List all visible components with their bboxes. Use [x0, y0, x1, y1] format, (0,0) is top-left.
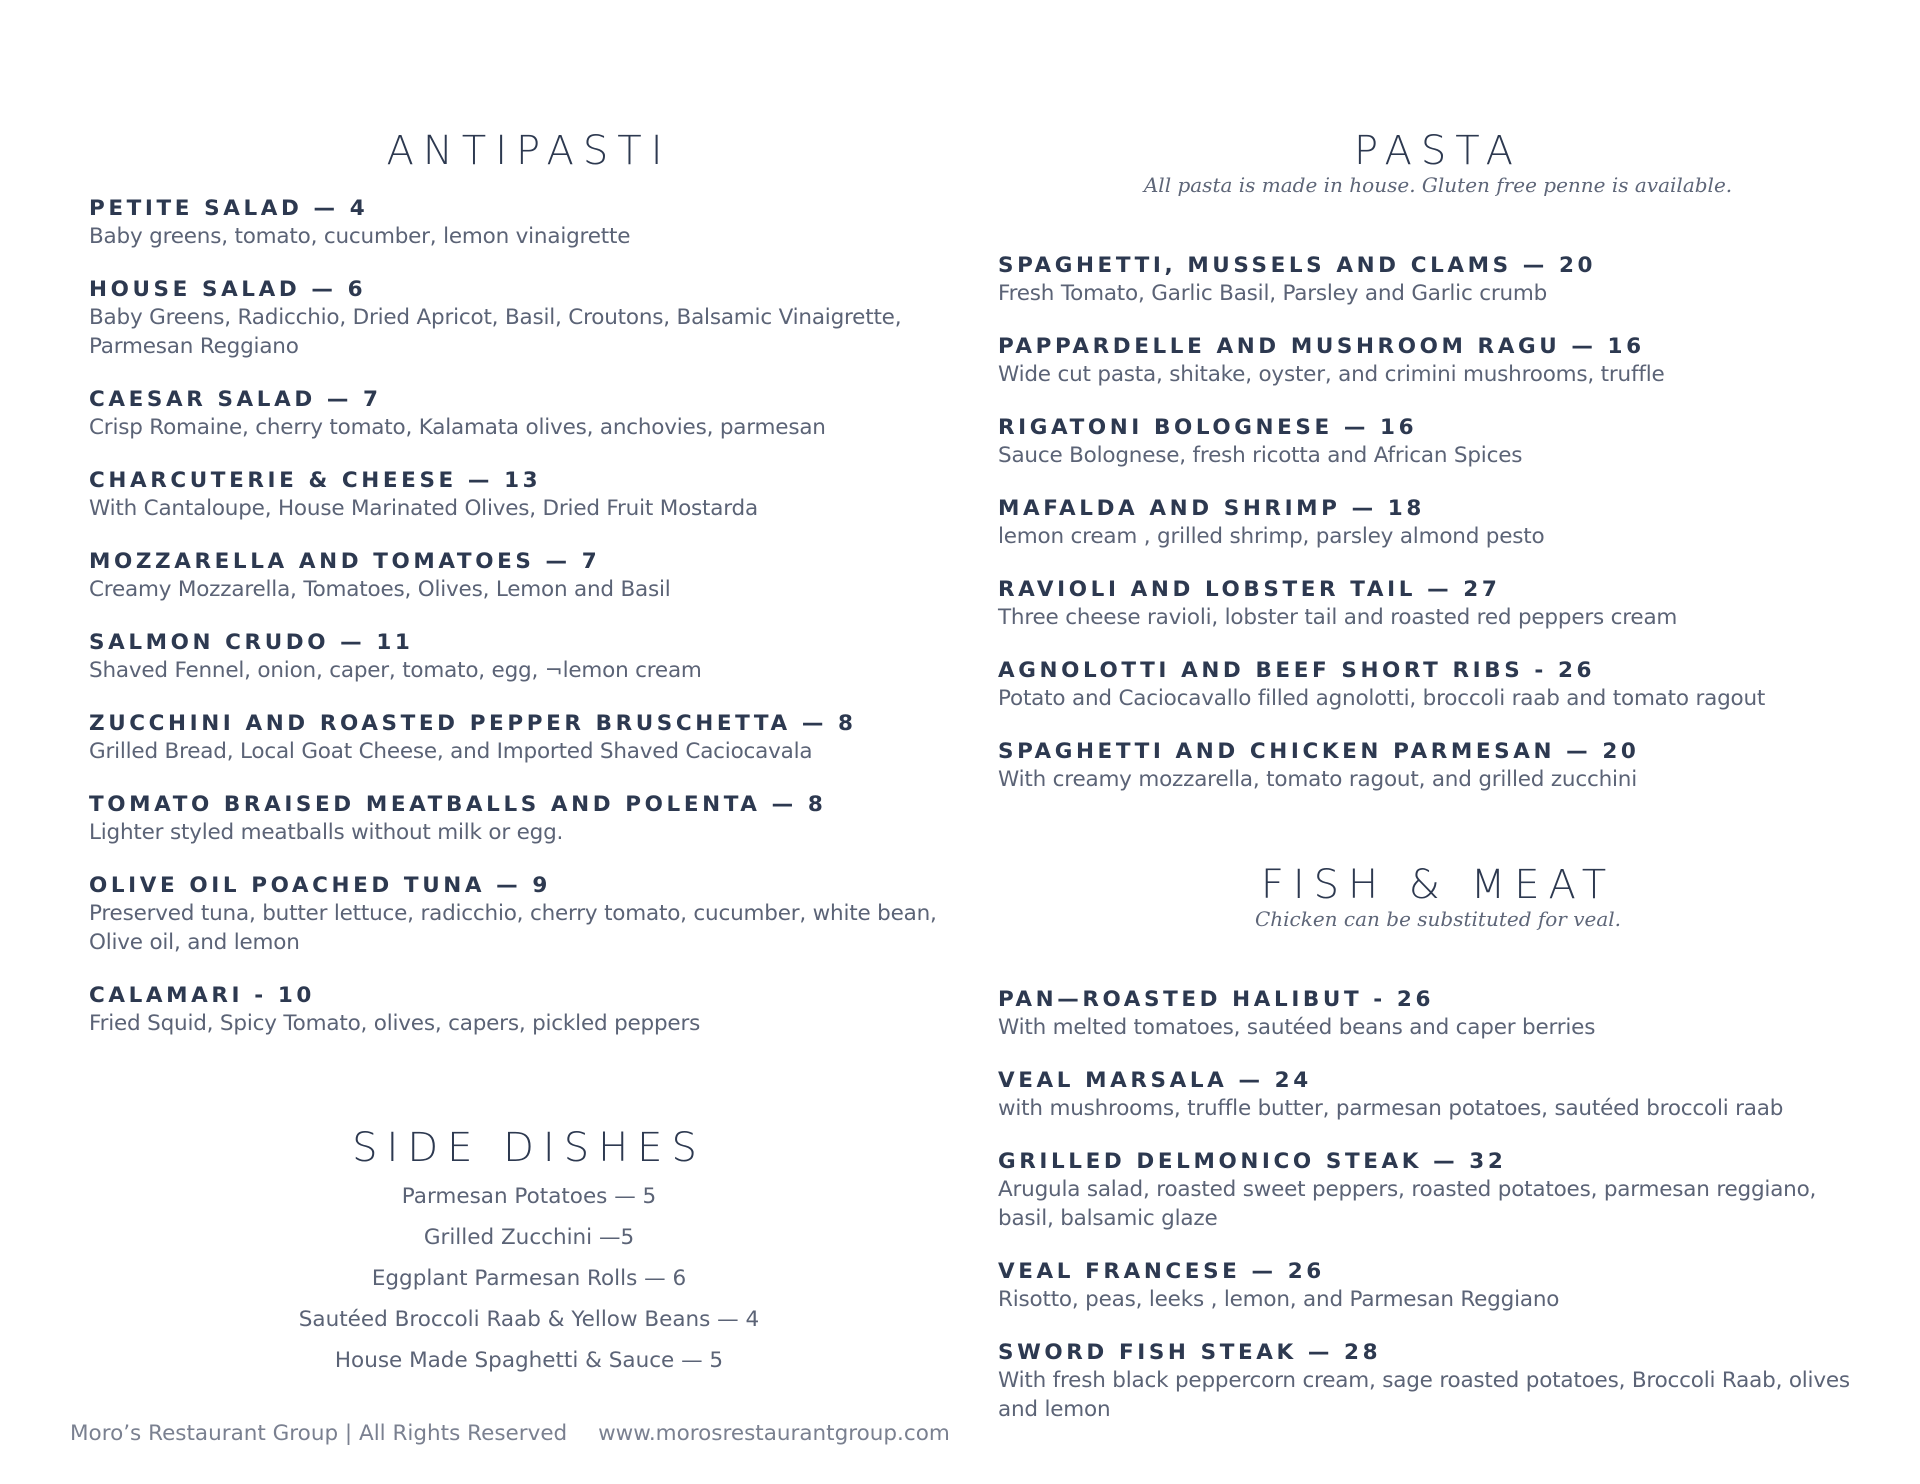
menu-item — [998, 577, 1878, 632]
side-item: Sautéed Broccoli Raab & Yellow Beans — 4 — [298, 1307, 760, 1332]
item-desc: With creamy mozzarella, tomato ragout, and grilled zucchini — [998, 767, 1637, 792]
item-desc: Fried Squid, Spicy Tomato, olives, capers, pickled peppers — [89, 1011, 701, 1036]
item-desc: With melted tomatoes, sautéed beans and caper berries — [998, 1015, 1596, 1040]
item-desc: Preserved tuna, butter lettuce, radicchio, cherry tomato, cucumber, white bean, Olive oil, and lemon — [89, 901, 937, 955]
item-name: GRILLED DELMONICO STEAK — 32 — [998, 1149, 1507, 1174]
menu-item — [998, 334, 1878, 389]
side-item: House Made Spaghetti & Sauce — 5 — [334, 1348, 724, 1373]
item-desc: Creamy Mozzarella, Tomatoes, Olives, Lemon and Basil — [89, 577, 671, 602]
item-desc: Wide cut pasta, shitake, oyster, and crimini mushrooms, truffle — [998, 362, 1665, 387]
item-name: MAFALDA AND SHRIMP — 18 — [998, 496, 1425, 521]
item-desc: Crisp Romaine, cherry tomato, Kalamata olives, anchovies, parmesan — [89, 415, 826, 440]
item-desc: lemon cream , grilled shrimp, parsley almond pesto — [998, 524, 1545, 549]
item-desc: Shaved Fennel, onion, caper, tomato, egg, ¬lemon cream — [89, 658, 702, 683]
fish-meat-note: Chicken can be substituted for veal. — [1254, 907, 1622, 931]
item-desc: With Cantaloupe, House Marinated Olives, Dried Fruit Mostarda — [89, 496, 758, 521]
menu-item — [89, 792, 969, 847]
item-name: AGNOLOTTI AND BEEF SHORT RIBS - 26 — [998, 658, 1596, 683]
item-name: MOZZARELLA AND TOMATOES — 7 — [89, 549, 601, 574]
menu-item — [89, 196, 969, 251]
item-name: PETITE SALAD — 4 — [89, 196, 369, 221]
menu-item — [89, 468, 969, 523]
menu-item — [998, 1340, 1878, 1424]
menu-item — [89, 873, 969, 957]
side-item: Eggplant Parmesan Rolls — 6 — [371, 1266, 687, 1291]
item-name: CAESAR SALAD — 7 — [89, 387, 382, 412]
item-name: PAPPARDELLE AND MUSHROOM RAGU — 16 — [998, 334, 1645, 359]
item-name: SWORD FISH STEAK — 28 — [998, 1340, 1382, 1365]
item-desc: with mushrooms, truffle butter, parmesan potatoes, sautéed broccoli raab — [998, 1096, 1784, 1121]
item-name: SPAGHETTI, MUSSELS AND CLAMS — 20 — [998, 253, 1597, 278]
side-item: Parmesan Potatoes — 5 — [401, 1184, 657, 1209]
item-desc: Sauce Bolognese, fresh ricotta and African Spices — [998, 443, 1523, 468]
item-name: VEAL MARSALA — 24 — [998, 1068, 1312, 1093]
footer — [70, 1421, 950, 1446]
menu-item — [89, 387, 969, 442]
item-name: PAN—ROASTED HALIBUT - 26 — [998, 987, 1435, 1012]
menu-item — [998, 658, 1878, 713]
menu-item — [998, 496, 1878, 551]
menu-item — [89, 277, 969, 361]
item-name: HOUSE SALAD — 6 — [89, 277, 367, 302]
item-desc: Arugula salad, roasted sweet peppers, roasted potatoes, parmesan reggiano, basil, balsamic glaze — [998, 1177, 1817, 1231]
footer-copyright: Moro’s Restaurant Group | All Rights Reserved — [70, 1421, 568, 1446]
pasta-note: All pasta is made in house. Gluten free penne is available. — [1143, 173, 1733, 197]
item-desc: Fresh Tomato, Garlic Basil, Parsley and Garlic crumb — [998, 281, 1548, 306]
menu-item — [89, 549, 969, 604]
item-name: ZUCCHINI AND ROASTED PEPPER BRUSCHETTA — 8 — [89, 711, 857, 736]
item-name: SALMON CRUDO — 11 — [89, 630, 414, 655]
item-desc: Three cheese ravioli, lobster tail and roasted red peppers cream — [998, 605, 1678, 630]
menu-item — [998, 739, 1878, 794]
menu-item — [89, 983, 969, 1038]
item-name: RAVIOLI AND LOBSTER TAIL — 27 — [998, 577, 1501, 602]
footer-url[interactable]: www.morosrestaurantgroup.com — [598, 1421, 950, 1446]
item-name: RIGATONI BOLOGNESE — 16 — [998, 415, 1418, 440]
menu-item — [998, 253, 1878, 308]
fish-meat-title: FISH & MEAT — [1260, 862, 1616, 908]
item-desc: Risotto, peas, leeks , lemon, and Parmesan Reggiano — [998, 1287, 1560, 1312]
menu-item — [998, 1259, 1878, 1314]
item-desc: Potato and Caciocavallo filled agnolotti, broccoli raab and tomato ragout — [998, 686, 1766, 711]
antipasti-title: ANTIPASTI — [386, 128, 672, 174]
pasta-title: PASTA — [1353, 128, 1522, 174]
item-desc: Baby Greens, Radicchio, Dried Apricot, Basil, Croutons, Balsamic Vinaigrette, Parmesan Reggiano — [89, 305, 902, 359]
item-name: TOMATO BRAISED MEATBALLS AND POLENTA — 8 — [89, 792, 827, 817]
item-desc: Lighter styled meatballs without milk or egg. — [89, 820, 564, 845]
item-desc: With fresh black peppercorn cream, sage roasted potatoes, Broccoli Raab, olives and lemon — [998, 1368, 1850, 1422]
item-name: OLIVE OIL POACHED TUNA — 9 — [89, 873, 551, 898]
item-desc: Baby greens, tomato, cucumber, lemon vinaigrette — [89, 224, 631, 249]
menu-item — [998, 415, 1878, 470]
menu-item — [89, 711, 969, 766]
menu-item — [89, 630, 969, 685]
item-name: CHARCUTERIE & CHEESE — 13 — [89, 468, 542, 493]
item-name: VEAL FRANCESE — 26 — [998, 1259, 1325, 1284]
side-dishes-title: SIDE DISHES — [352, 1125, 706, 1171]
menu-item — [998, 1068, 1878, 1123]
item-desc: Grilled Bread, Local Goat Cheese, and Imported Shaved Caciocavala — [89, 739, 813, 764]
menu-item — [998, 1149, 1878, 1233]
side-dishes-list — [89, 1176, 969, 1381]
item-name: SPAGHETTI AND CHICKEN PARMESAN — 20 — [998, 739, 1640, 764]
menu-item — [998, 987, 1878, 1042]
side-item: Grilled Zucchini —5 — [423, 1225, 635, 1250]
item-name: CALAMARI - 10 — [89, 983, 315, 1008]
